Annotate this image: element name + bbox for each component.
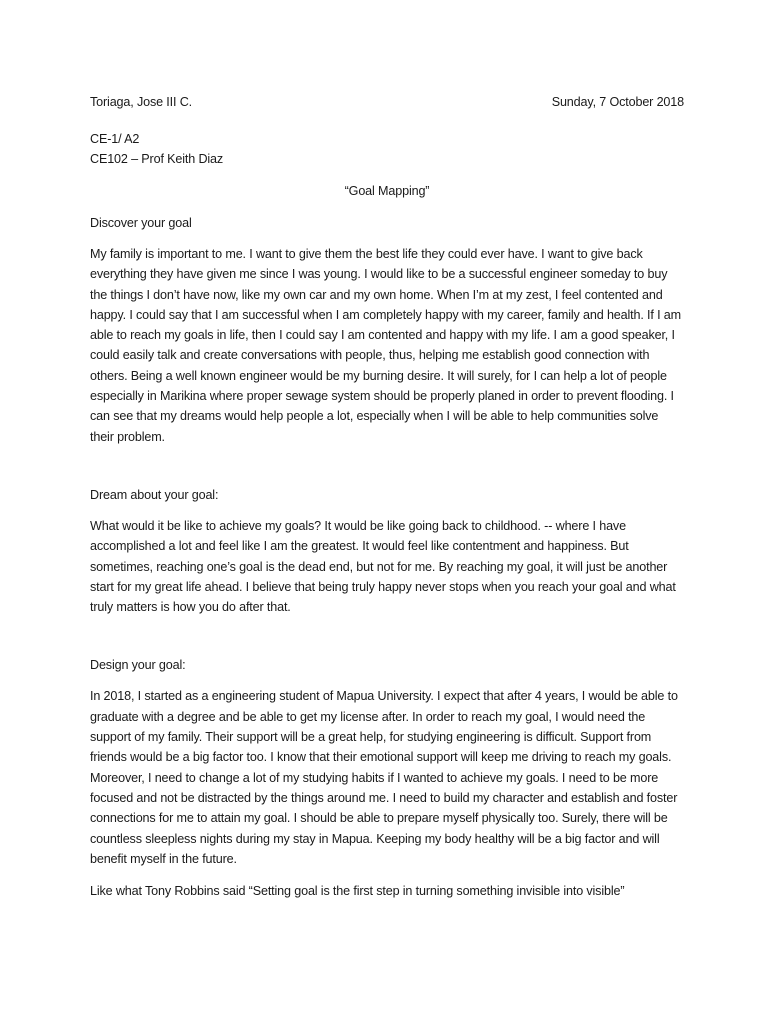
section-heading-dream: Dream about your goal: [90, 487, 219, 502]
document-content [90, 92, 684, 901]
class-section: CE-1/ A2 [90, 132, 140, 146]
course-professor: CE102 – Prof Keith Diaz [90, 152, 224, 166]
section-body-discover: My family is important to me. I want to give them the best life they could ever have. I want to give back everything they have given me since I was young. I would like to be a successful engineer someday to buy the things I don’t have now, like my own car and my own home. When I’m at my zest, I feel contented and happy. I could say that I am successful when I am completely happy with my career, family and health. If I am able to reach my goals in life, then I could say I am contented and happy with my life. I am a good speaker, I could easily talk and create conversations with people, thus, helping me establish good connection with others. Being a well known engineer would be my burning desire. It will surely, for I can help a lot of people especially in Marikina where proper sewage system should be properly planed in order to prevent flooding. I can see that my dreams would help people a lot, especially when I will be able to help communities solve their problem. [90, 247, 681, 444]
closing-quote: Like what Tony Robbins said “Setting goal is the first step in turning something invisible into visible” [90, 884, 625, 899]
section-body-dream: What would it be like to achieve my goals? It would be like going back to childhood. -- where I have accomplished a lot and feel like I am the greatest. It would feel like contentment and happiness. But sometimes, reaching one’s goal is the dead end, but not for me. By reaching my goal, it will just be another start for my great life ahead. I believe that being truly happy never stops when you reach your goal and what truly matters is how you do after that. [90, 518, 676, 615]
author-name: Toriaga, Jose III C. [90, 95, 192, 109]
section-body-design: In 2018, I started as a engineering student of Mapua University. I expect that after 4 years, I would be able to graduate with a degree and be able to get my license after. In order to reach my goal, I would need the support of my family. Their support will be a great help, for studying engineering is difficult. Support from friends would be a big factor too. I know that their emotional support will keep me driving to reach my goals. Moreover, I need to change a lot of my studying habits if I wanted to achieve my goals. I need to be more focused and not be distracted by the things around me. I need to build my character and establish and foster connections for me to attain my goal. I should be able to prepare myself physically too. Surely, there will be countless sleepless nights during my stay in Mapua. Keeping my body healthy will be a big factor and will benefit myself in the future. [90, 689, 678, 866]
spacer [90, 459, 684, 485]
document-title: “Goal Mapping” [344, 184, 430, 198]
spacer [90, 629, 684, 655]
section-heading-design: Design your goal: [90, 658, 186, 673]
section-heading-discover: Discover your goal [90, 216, 192, 230]
header-row [90, 92, 684, 112]
document-date: Sunday, 7 October 2018 [551, 95, 684, 109]
